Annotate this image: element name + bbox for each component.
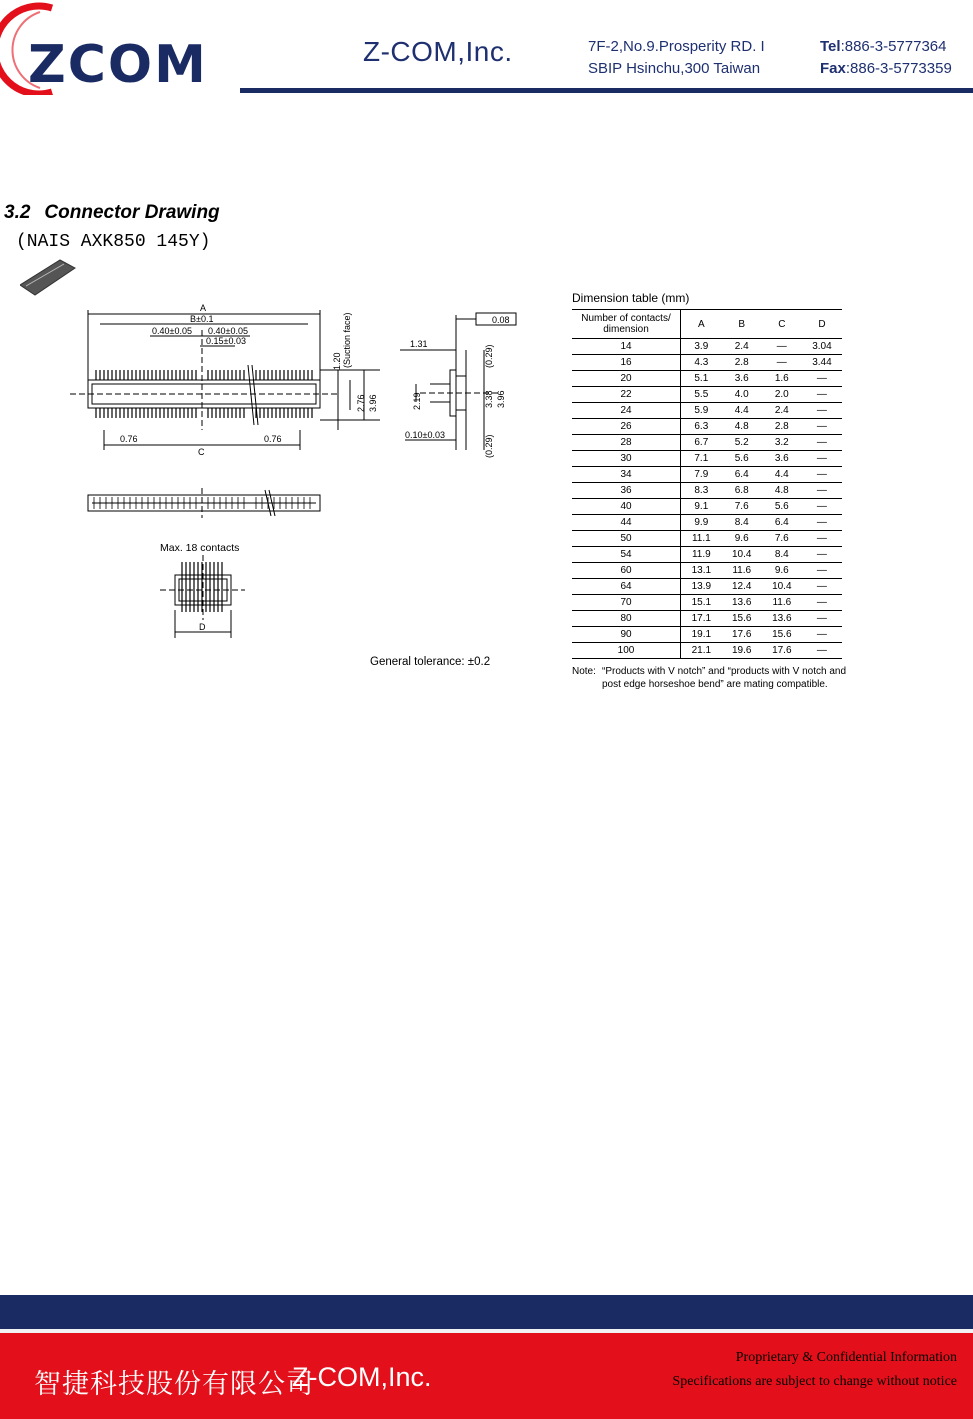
table-header-row bbox=[572, 310, 842, 339]
pitch-label-1: 0.40±0.05 bbox=[152, 326, 192, 336]
width-tol-label: 0.15±0.03 bbox=[206, 336, 246, 346]
company-name: Z-COM,Inc. bbox=[363, 36, 513, 67]
company-address: 7F-2,No.9.Prosperity RD. I SBIP Hsinchu,300 Taiwan bbox=[588, 38, 765, 77]
dim-131-label: 1.31 bbox=[410, 339, 428, 349]
connector-drawing bbox=[20, 250, 540, 680]
height-label: 1.20 bbox=[332, 352, 342, 370]
company-contact: Tel:886-3-5777364 Fax:886-3-5773359 bbox=[820, 38, 952, 77]
pitch-label-2: 0.40±0.05 bbox=[208, 326, 248, 336]
table-row: 24 5.9 4.4 2.4 — bbox=[572, 403, 842, 419]
dimension-table-title: Dimension table (mm) bbox=[572, 291, 690, 305]
dim-029-top: (0.29) bbox=[484, 344, 494, 368]
table-row: 28 6.7 5.2 3.2 — bbox=[572, 435, 842, 451]
header-d: D bbox=[802, 310, 842, 339]
part-number: (NAIS AXK850 145Y) bbox=[16, 232, 211, 252]
table-row: 34 7.9 6.4 4.4 — bbox=[572, 467, 842, 483]
table-row: 80 17.1 15.6 13.6 — bbox=[572, 611, 842, 627]
table-row: 64 13.9 12.4 10.4 — bbox=[572, 579, 842, 595]
dim-008-label: 0.08 bbox=[492, 315, 510, 325]
dim-c-label: C bbox=[198, 447, 205, 457]
dim-276-label: 2.76 bbox=[356, 394, 366, 412]
max-contacts-label: Max. 18 contacts bbox=[160, 542, 240, 554]
logo-text: ZCOM bbox=[28, 35, 208, 95]
table-row: 16 4.3 2.8 — 3.44 bbox=[572, 355, 842, 371]
footer-company-cn: 智捷科技股份有限公司 bbox=[34, 1369, 314, 1399]
header-rule bbox=[240, 88, 973, 93]
table-row: 70 15.1 13.6 11.6 — bbox=[572, 595, 842, 611]
dim-219-label: 2.19 bbox=[412, 392, 422, 410]
suction-face-label: (Suction face) bbox=[342, 312, 352, 368]
header-b: B bbox=[722, 310, 762, 339]
footer-band bbox=[0, 1295, 973, 1329]
table-row: 50 11.1 9.6 7.6 — bbox=[572, 531, 842, 547]
bottom-view bbox=[88, 488, 320, 518]
table-row: 36 8.3 6.8 4.8 — bbox=[572, 483, 842, 499]
table-row: 54 11.9 10.4 8.4 — bbox=[572, 547, 842, 563]
dim-396b-label: 3.96 bbox=[496, 390, 506, 408]
table-row: 30 7.1 5.6 3.6 — bbox=[572, 451, 842, 467]
zcom-logo bbox=[0, 0, 245, 95]
general-tolerance: General tolerance: ±0.2 bbox=[370, 656, 491, 668]
dimension-table bbox=[572, 309, 842, 659]
dim-076-right: 0.76 bbox=[264, 434, 282, 444]
dim-d-label: D bbox=[199, 622, 206, 632]
dimension-table-note: Note: “Products with V notch” and “products with V notch and post edge horseshoe bend” are mating compatible. bbox=[572, 666, 847, 690]
header-a: A bbox=[681, 310, 722, 339]
table-row: 26 6.3 4.8 2.8 — bbox=[572, 419, 842, 435]
table-row: 22 5.5 4.0 2.0 — bbox=[572, 387, 842, 403]
section-title: 3.2 Connector Drawing bbox=[4, 202, 220, 223]
header-contacts: Number of contacts/ dimension bbox=[572, 310, 681, 339]
table-row: 40 9.1 7.6 5.6 — bbox=[572, 499, 842, 515]
dim-a-label: A bbox=[200, 303, 207, 313]
table-row: 60 13.1 11.6 9.6 — bbox=[572, 563, 842, 579]
footer-company-en: Z-COM,Inc. bbox=[292, 1362, 432, 1392]
dim-029-bottom: (0.29) bbox=[484, 434, 494, 458]
table-row: 100 21.1 19.6 17.6 — bbox=[572, 643, 842, 659]
table-row: 44 9.9 8.4 6.4 — bbox=[572, 515, 842, 531]
footer-proprietary: Proprietary & Confidential Information bbox=[735, 1350, 957, 1365]
dim-396-label: 3.96 bbox=[368, 394, 378, 412]
footer-specs-notice: Specifications are subject to change without notice bbox=[672, 1374, 957, 1389]
connector-photo bbox=[20, 260, 75, 295]
table-row: 14 3.9 2.4 — 3.04 bbox=[572, 339, 842, 355]
dim-338-label: 3.38 bbox=[484, 390, 494, 408]
dim-076-left: 0.76 bbox=[120, 434, 138, 444]
table-row: 20 5.1 3.6 1.6 — bbox=[572, 371, 842, 387]
dim-010-label: 0.10±0.03 bbox=[405, 430, 445, 440]
table-row: 90 19.1 17.6 15.6 — bbox=[572, 627, 842, 643]
dim-b-label: B±0.1 bbox=[190, 314, 214, 324]
header-c: C bbox=[762, 310, 802, 339]
